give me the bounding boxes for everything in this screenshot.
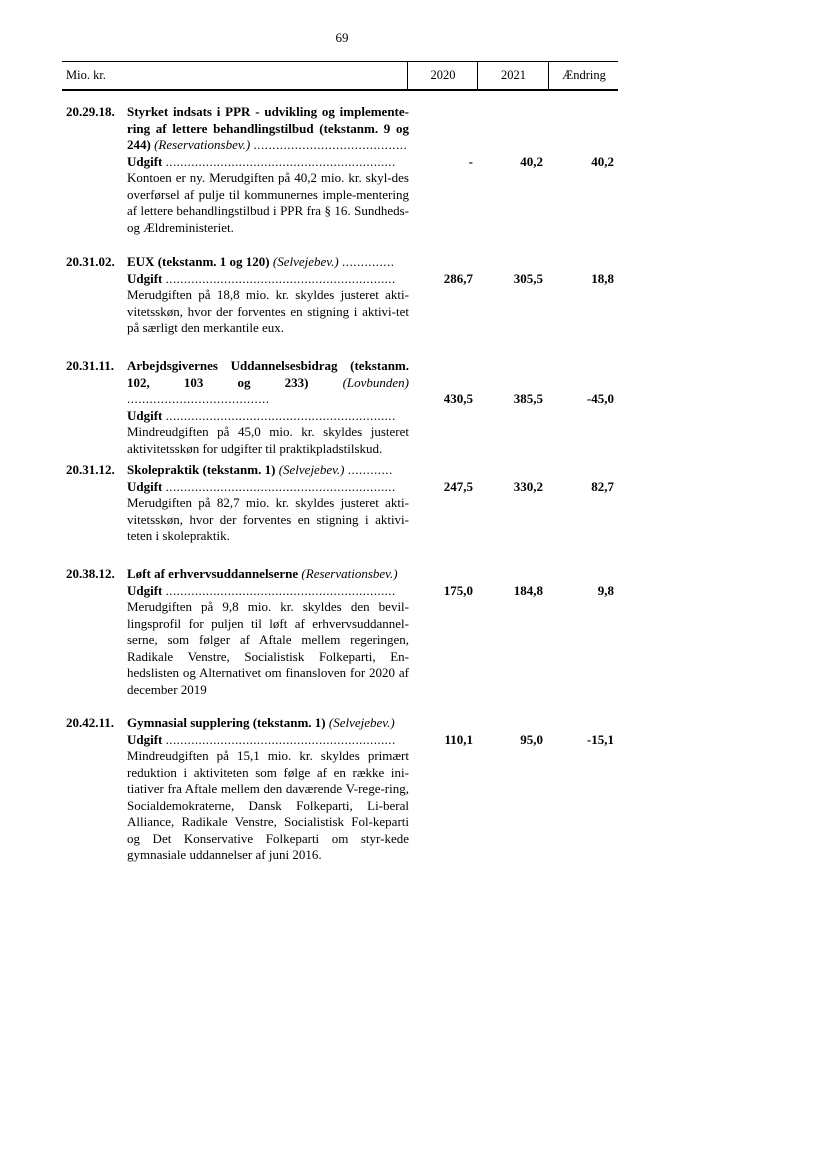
value-2021: 95,0	[520, 731, 543, 747]
table-header	[62, 61, 618, 91]
entry-title: Skolepraktik (tekstanm. 1) (Selvejebev.) ............	[127, 462, 393, 477]
budget-entry	[66, 566, 618, 697]
entry-kind: (Lovbunden)	[342, 374, 409, 390]
entry-title: Styrket indsats i PPR - udvikling og implemente-ring af lettere behandlingstilbud (tekstanm. 9 og 244) (Reservationsbev.) .........................................	[127, 104, 409, 152]
entry-description: Merudgiften på 82,7 mio. kr. skyldes justeret akti-vitetsskøn, hvor der forventes en stigning i aktivi-teten i skolepraktik.	[127, 495, 409, 543]
entry-code: 20.29.18.	[66, 104, 115, 119]
entry-title: EUX (tekstanm. 1 og 120) (Selvejebev.) ..............	[127, 254, 395, 269]
budget-entry	[66, 254, 618, 334]
header-col-2020: 2020	[407, 62, 478, 89]
value-2021: 330,2	[513, 478, 543, 494]
entry-description: Merudgiften på 9,8 mio. kr. skyldes den bevil-lingsprofil for puljen til løft af erhvervsuddannel-serne, som følger af Aftale mellem regeringen, Radikale Venstre, Socialistisk Folkeparti, En-hedslisten og Alternativet om finansloven for 2020 af december 2019	[127, 599, 409, 697]
entry-description: Kontoen er ny. Merudgiften på 40,2 mio. kr. skyl-des overførsel af pulje til kommunernes imple-mentering af lettere behandlingstilbud i PPR fra § 16. Sundheds- og Ældreministeriet.	[127, 170, 409, 235]
value-2020: 247,5	[443, 478, 473, 494]
header-col-2021: 2021	[477, 62, 549, 89]
value-2020: 110,1	[444, 731, 473, 747]
value-2021: 305,5	[513, 270, 543, 286]
entry-description: Mindreudgiften på 15,1 mio. kr. skyldes primært reduktion i aktiviteten som følge af en række ini-tiativer fra Aftale mellem den daværende V-rege-ring, Socialdemokraterne, Dansk Folkeparti, Li-beral Alliance, Radikale Venstre, Socialistisk Fol-keparti og Det Konservative Folkeparti om styr-kede gymnasiale uddannelser af juni 2016.	[127, 748, 409, 862]
value-2021: 184,8	[513, 582, 543, 598]
page-number: 69	[335, 30, 349, 45]
value-change: 82,7	[591, 478, 614, 494]
entry-code: 20.38.12.	[66, 566, 115, 581]
entry-kind: (Reservationsbev.)	[301, 566, 398, 581]
value-2020: -	[468, 153, 473, 169]
entry-kind: (Reservationsbev.)	[154, 137, 251, 152]
entry-code: 20.31.12.	[66, 462, 115, 477]
entry-code: 20.31.02.	[66, 254, 115, 269]
udgift-line: Udgift ...............................................................	[127, 270, 396, 286]
udgift-line: Udgift ...............................................................	[127, 153, 396, 169]
entry-title: Gymnasial supplering (tekstanm. 1) (Selvejebev.)	[127, 715, 395, 730]
value-change: 18,8	[591, 270, 614, 286]
value-2020: 286,7	[443, 270, 473, 286]
entry-description: Mindreudgiften på 45,0 mio. kr. skyldes justeret aktivitetsskøn for udgifter til praktikpladstilskud.	[127, 424, 409, 456]
udgift-line: Udgift ...............................................................	[127, 582, 396, 598]
header-col-change: Ændring	[548, 62, 619, 89]
budget-entry	[66, 462, 618, 542]
value-change: -45,0	[586, 391, 614, 406]
budget-entry	[66, 358, 618, 456]
value-2021: 40,2	[520, 153, 543, 169]
entry-title: Arbejdsgivernes Uddannelsesbidrag (tekstanm. 102, 103 og 233) (Lovbunden) ......................................	[127, 358, 409, 406]
udgift-line: Udgift ...............................................................	[127, 478, 396, 494]
entry-kind: (Selvejebev.)	[278, 462, 345, 477]
budget-entry	[66, 104, 618, 235]
value-2020: 430,5	[443, 391, 473, 406]
entry-code: 20.42.11.	[66, 715, 115, 730]
entry-kind: (Selvejebev.)	[272, 254, 339, 269]
entry-description: Merudgiften på 18,8 mio. kr. skyldes justeret akti-vitetsskøn, hvor der forventes en stigning i aktivi-tet på særligt den merkantile eux.	[127, 287, 409, 335]
entry-kind: (Selvejebev.)	[328, 715, 395, 730]
header-unit-label: Mio. kr.	[66, 68, 106, 82]
udgift-line: Udgift ...............................................................	[127, 407, 396, 423]
udgift-line: Udgift ...............................................................	[127, 731, 396, 747]
value-change: 9,8	[597, 582, 614, 598]
entry-code: 20.31.11.	[66, 358, 115, 373]
entry-title: Løft af erhvervsuddannelserne (Reservationsbev.)	[127, 566, 398, 581]
value-2020: 175,0	[443, 582, 473, 598]
value-2021: 385,5	[513, 391, 543, 406]
budget-entry	[66, 715, 618, 862]
value-change: 40,2	[591, 153, 614, 169]
value-change: -15,1	[586, 731, 614, 747]
